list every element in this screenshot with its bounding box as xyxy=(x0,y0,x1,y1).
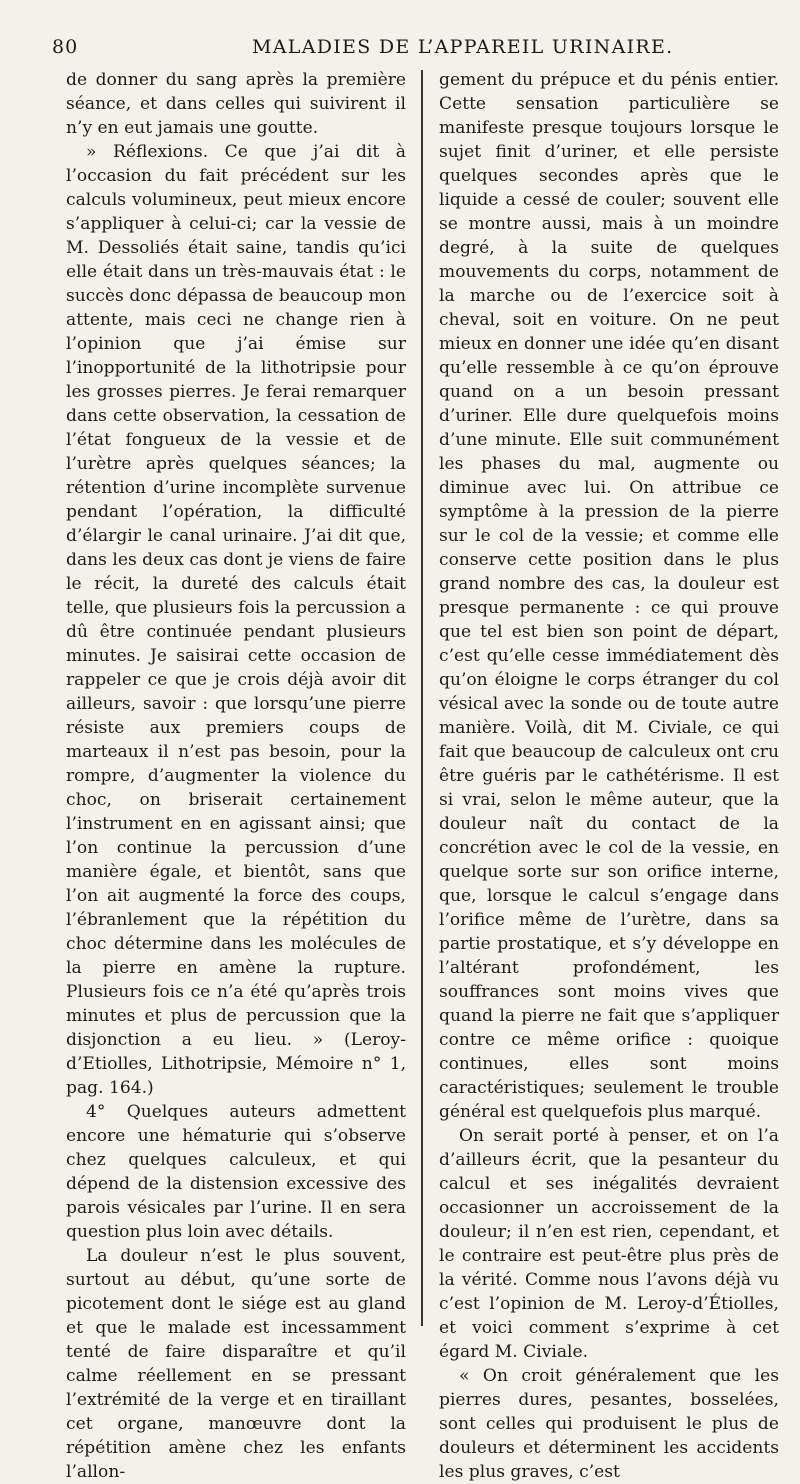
paragraph: On serait porté à penser, et on l’a d’ailleurs écrit, que la pesanteur du calcul et ses inégalités devraient occasionner un accroissement de la douleur; il n’en est rien, cependant, et le contraire est peut-être plus près de la vérité. Comme nous l’avons déjà vu c’est l’opinion de M. Leroy-d’Étiolles, et voici comment s’exprime à cet égard M. Civiale. xyxy=(439,1126,779,1362)
paragraph: 4° Quelques auteurs admettent encore une hématurie qui s’observe chez quelques calculeux, et qui dépend de la distension excessive des parois vésicales par l’urine. Il en sera question plus loin avec détails. xyxy=(66,1102,406,1242)
right-column xyxy=(439,68,779,1484)
left-column xyxy=(66,68,406,1484)
paragraph: de donner du sang après la première séance, et dans celles qui suivirent il n’y en eut jamais une goutte. xyxy=(66,70,406,138)
paragraph: » Réflexions. Ce que j’ai dit à l’occasion du fait précédent sur les calculs volumineux, peut mieux encore s’appliquer à celui-ci; car la vessie de M. Dessoliés était saine, tandis qu’ici elle était dans un très-mauvais état : le succès donc dépassa de beaucoup mon attente, mais ceci ne change rien à l’opinion que j’ai émise sur l’inopportunité de la lithotripsie pour les grosses pierres. Je ferai remarquer dans cette observation, la cessation de l’état fongueux de la vessie et de l’urètre après quelques séances; la rétention d’urine incomplète survenue pendant l’opération, la difficulté d’élargir le canal urinaire. J’ai dit que, dans les deux cas dont je viens de faire le récit, la dureté des calculs était telle, que plusieurs fois la percussion a dû être continuée pendant plusieurs minutes. Je saisirai cette occasion de rappeler ce que je crois déjà avoir dit ailleurs, savoir : que lorsqu’une pierre résiste aux premiers coups de marteaux il n’est pas besoin, pour la rompre, d’augmenter la violence du choc, on briserait certainement l’instrument en en agissant ainsi; que l’on continue la percussion d’une manière égale, et bientôt, sans que l’on ait augmenté la force des coups, l’ébranlement que la répétition du choc détermine dans les molécules de la pierre en amène la rupture. Plusieurs fois ce n’a été qu’après trois minutes et plus de percussion que la disjonction a eu lieu. » (Leroy-d’Etiolles, Lithotripsie, Mémoire n° 1, pag. 164.) xyxy=(66,142,406,1098)
page-header xyxy=(52,18,772,58)
page-number: 80 xyxy=(52,36,79,58)
paragraph: « On croit généralement que les pierres dures, pesantes, bosselées, sont celles qui produisent le plus de douleurs et déterminent les accidents les plus graves, c’est xyxy=(439,1366,779,1482)
running-head: MALADIES DE L’APPAREIL URINAIRE. xyxy=(252,36,674,58)
column-divider xyxy=(421,70,423,1326)
paragraph: La douleur n’est le plus souvent, surtout au début, qu’une sorte de picotement dont le siége est au gland et que le malade est incessamment tenté de faire disparaître et qu’il calme réellement en se pressant l’extrémité de la verge et en tiraillant cet organe, manœuvre dont la répétition amène chez les enfants l’allon- xyxy=(66,1246,406,1482)
paragraph: gement du prépuce et du pénis entier. Cette sensation particulière se manifeste presque toujours lorsque le sujet finit d’uriner, et elle persiste quelques secondes après que le liquide a cessé de couler; souvent elle se montre aussi, mais à un moindre degré, à la suite de quelques mouvements du corps, notamment de la marche ou de l’exercice soit à cheval, soit en voiture. On ne peut mieux en donner une idée qu’en disant qu’elle ressemble à ce qu’on éprouve quand on a un besoin pressant d’uriner. Elle dure quelquefois moins d’une minute. Elle suit communément les phases du mal, augmente ou diminue avec lui. On attribue ce symptôme à la pression de la pierre sur le col de la vessie; et comme elle conserve cette position dans le plus grand nombre des cas, la douleur est presque permanente : ce qui prouve que tel est bien son point de départ, c’est qu’elle cesse immédiatement dès qu’on éloigne le corps étranger du col vésical avec la sonde ou de toute autre manière. Voilà, dit M. Civiale, ce qui fait que beaucoup de calculeux ont cru être guéris par le cathétérisme. Il est si vrai, selon le même auteur, que la douleur naît du contact de la concrétion avec le col de la vessie, en quelque sorte sur son orifice interne, que, lorsque le calcul s’engage dans l’orifice même de l’urètre, dans sa partie prostatique, et s’y développe en l’altérant profondément, les souffrances sont moins vives que quand la pierre ne fait que s’appliquer contre ce même orifice : quoique continues, elles sont moins caractéristiques; seulement le trouble général est quelquefois plus marqué. xyxy=(439,70,779,1122)
